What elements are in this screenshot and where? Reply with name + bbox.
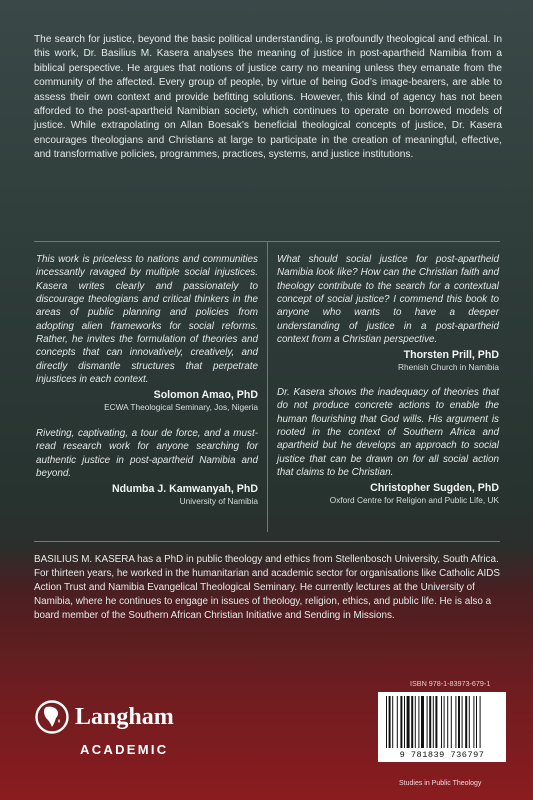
series-title: Studies in Public Theology bbox=[399, 780, 482, 787]
isbn-label: ISBN 978-1-83973-679-1 bbox=[410, 679, 491, 688]
endorser-name: Thorsten Prill, PhD bbox=[403, 349, 499, 362]
endorser-name: Solomon Amao, PhD bbox=[153, 389, 258, 402]
barcode bbox=[378, 692, 506, 762]
endorsements-left-column bbox=[36, 253, 258, 507]
endorsement bbox=[277, 253, 499, 373]
endorsement bbox=[36, 427, 258, 507]
endorsement-attribution bbox=[277, 482, 499, 506]
endorsement-attribution bbox=[277, 349, 499, 373]
publisher-logo bbox=[35, 700, 174, 734]
endorsement bbox=[277, 386, 499, 506]
endorsement-quote: Dr. Kasera shows the inadequacy of theories that do not produce concrete actions to enable the human flourishing that God wills. His argument is rooted in the context of Southern Africa and apartheid but he develops an approach to social justice that can be drawn on for all social action that claims to be Christian. bbox=[277, 386, 499, 478]
endorsement-quote: What should social justice for post-apartheid Namibia look like? How can the Christian faith and theology contribute to the search for a contextual concept of social justice? I commend this book to anyone who wants to have a deeper understanding of justice in a post-apartheid context from a Christian perspective. bbox=[277, 254, 499, 346]
endorsements-right-column bbox=[277, 253, 499, 506]
endorser-affiliation: Oxford Centre for Religion and Public Life, UK bbox=[329, 495, 499, 506]
barcode-bars bbox=[384, 696, 500, 748]
publisher-imprint: ACADEMIC bbox=[80, 742, 169, 757]
endorser-name: Christopher Sugden, PhD bbox=[370, 482, 499, 495]
endorser-affiliation: University of Namibia bbox=[179, 496, 258, 507]
endorsement-quote: This work is priceless to nations and communities incessantly ravaged by multiple social injustices. Kasera writes clearly and passionately to discourage theologians and critical thinkers in the areas of public planning and policies from adopting alien frameworks for social reforms. Rather, he invites the formulation of theories and concepts that can innovatively, creatively, and directly dismantle structures that perpetrate injustices in each context. bbox=[36, 254, 258, 386]
endorser-affiliation: Rhenish Church in Namibia bbox=[398, 362, 499, 373]
barcode-digits: 9 781839 736797 bbox=[399, 750, 485, 760]
endorsement-quote: Riveting, captivating, a tour de force, and a must-read research work for anyone searching for authentic justice in post-apartheid Namibia and beyond. bbox=[36, 427, 258, 479]
bottom-divider bbox=[34, 541, 500, 542]
publisher-name: Langham bbox=[75, 704, 174, 730]
column-divider bbox=[267, 241, 268, 532]
endorser-name: Ndumba J. Kamwanyah, PhD bbox=[112, 483, 258, 496]
endorsement bbox=[36, 253, 258, 413]
endorsement-attribution bbox=[36, 389, 258, 413]
endorser-affiliation: ECWA Theological Seminary, Jos, Nigeria bbox=[104, 402, 258, 413]
book-blurb: The search for justice, beyond the basic political understanding, is profoundly theological and ethical. In this work, Dr. Basilius M. Kasera analyses the meaning of justice in post-apartheid Namibia from a biblical perspective. He argues that notions of justice carry no meaning unless they emanate from the community of the affected. Every group of people, by virtue of being God’s image-bearers, are able to assess their own context and provide befitting solutions. However, this kind of agency has not been afforded to the post-apartheid Namibian society, which continues to operate on borrowed models of justice. While extrapolating on Allan Boesak’s beneficial theological concepts of justice, Dr. Kasera encourages theologians and Christians at large to participate in the creation of meaningful, effective, and transformative policies, programmes, practices, systems, and justice institutions. bbox=[34, 34, 502, 161]
endorsement-attribution bbox=[36, 483, 258, 507]
author-bio: BASILIUS M. KASERA has a PhD in public theology and ethics from Stellenbosch University, South Africa. For thirteen years, he worked in the humanitarian and academic sector for organisations like Catholic AIDS Action Trust and Namibia Evangelical Theological Seminary. He currently lectures at the University of Namibia, where he continues to engage in issues of theology, religion, ethics, and public life. He is also a board member of the Southern African Christian Initiative and Sending in Missions. bbox=[34, 554, 501, 621]
globe-africa-icon bbox=[35, 700, 69, 734]
